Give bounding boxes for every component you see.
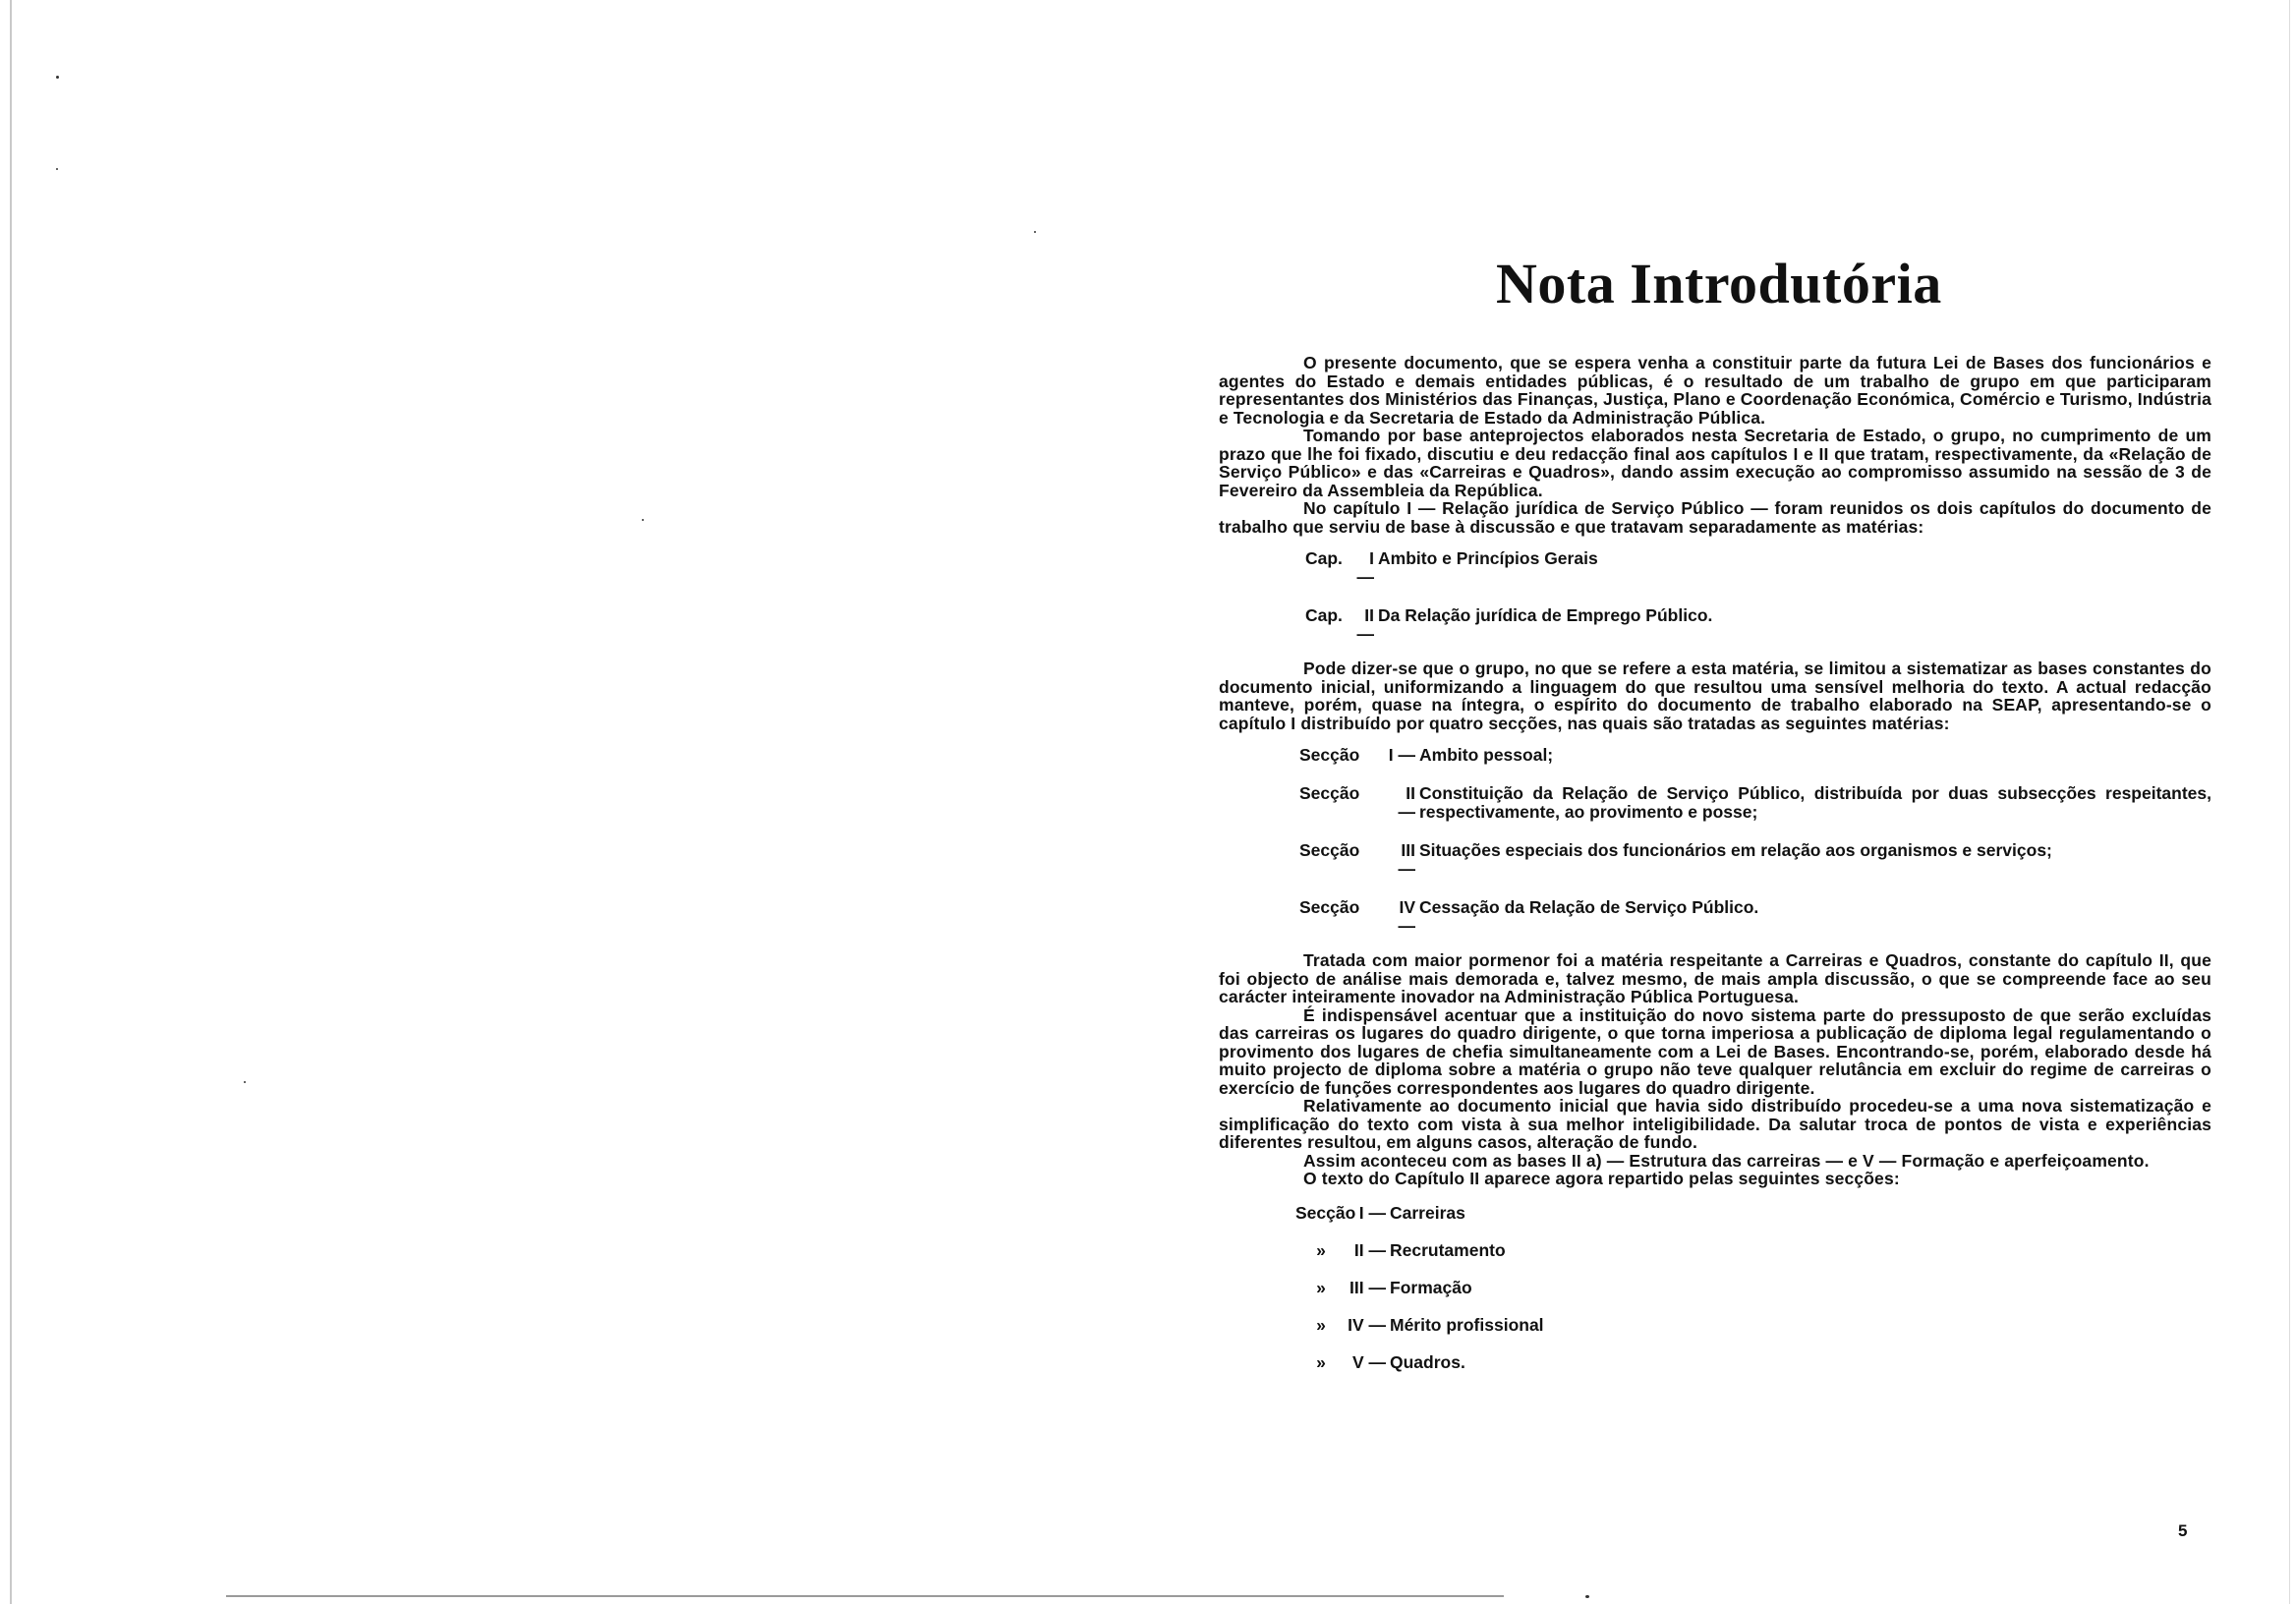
item-number: II —	[1398, 783, 1415, 822]
paragraph: No capítulo I — Relação jurídica de Serviço Público — foram reunidos os dois capítulos do documento de trabalho que serviu de base à discussão e que tratavam separadamente as matérias:	[1219, 498, 2211, 537]
scan-edge-right	[2289, 0, 2290, 1604]
item-label: Cap.	[1305, 605, 1343, 625]
list-item	[1295, 1316, 2211, 1335]
item-text: Ambito e Princípios Gerais	[1378, 548, 1598, 568]
list-item	[1295, 1204, 2211, 1223]
item-number: II —	[1353, 1239, 1386, 1260]
section-list	[1299, 746, 2211, 936]
scan-speck	[56, 76, 59, 79]
item-label: »	[1316, 1351, 1326, 1372]
paragraph: Tratada com maior pormenor foi a matéria respeitante a Carreiras e Quadros, constante do capítulo II, que foi objecto de análise mais demorada e, talvez mesmo, de mais ampla discussão, o que se compreende face ao seu carácter inteiramente inovador na Administração Pública Portuguesa.	[1219, 950, 2211, 1006]
paragraph: Assim aconteceu com as bases II a) — Estrutura das carreiras — e V — Formação e aperfeiçoamento.	[1303, 1150, 2150, 1171]
page-number: 5	[2178, 1521, 2188, 1540]
item-text: Ambito pessoal;	[1419, 745, 1554, 765]
list-item	[1295, 1353, 2211, 1372]
item-number: I —	[1356, 548, 1374, 587]
scan-speck	[56, 168, 58, 170]
item-number: III —	[1349, 1277, 1386, 1297]
list-item	[1299, 784, 2211, 822]
item-label: Secção	[1299, 783, 1360, 803]
item-label: Secção	[1299, 897, 1360, 917]
page-title: Nota Introdutória	[1496, 252, 1942, 315]
scan-edge-left	[10, 0, 12, 1604]
chapter-list	[1305, 549, 2211, 644]
paragraph: O texto do Capítulo II aparece agora repartido pelas seguintes secções:	[1303, 1169, 1900, 1188]
list-item	[1299, 898, 2211, 936]
list-item	[1299, 746, 2211, 765]
item-number: V —	[1351, 1351, 1386, 1372]
item-label: Secção	[1299, 745, 1360, 765]
item-text: Da Relação jurídica de Emprego Público.	[1378, 605, 1713, 625]
item-text: Cessação da Relação de Serviço Público.	[1419, 897, 1759, 917]
item-label: Secção	[1299, 840, 1360, 860]
bottom-rule	[226, 1595, 1504, 1597]
paragraph: Relativamente ao documento inicial que havia sido distribuído procedeu-se a uma nova sistematização e simplificação do texto com vista à sua melhor inteligibilidade. Da salutar troca de pontos de vista e experiências diferentes resultou, em alguns casos, alteração de fundo.	[1219, 1096, 2211, 1152]
item-label: Cap.	[1305, 548, 1343, 568]
scan-speck	[1585, 1595, 1589, 1598]
list-item	[1295, 1279, 2211, 1297]
item-text: Constituição da Relação de Serviço Público, distribuída por duas subsecções respeitantes, respectivamente, ao provimento e posse;	[1419, 783, 2211, 822]
list-item	[1305, 606, 2211, 644]
scan-speck	[1034, 231, 1036, 233]
paragraph: É indispensável acentuar que a instituição do novo sistema parte do pressuposto de que serão excluídas das carreiras os lugares do quadro dirigente, o que torna imperiosa a publicação de diploma legal regulamentando o provimento dos lugares de chefia simultaneamente com a Lei de Bases. Encontrando-se, porém, elaborado desde há muito projecto de diploma sobre a matéria o grupo não teve qualquer relutância em excluir do regime de carreiras o exercício de funções correspondentes aos lugares do quadro dirigente.	[1219, 1004, 2211, 1098]
paragraph: O presente documento, que se espera venha a constituir parte da futura Lei de Bases dos funcionários e agentes do Estado e demais entidades públicas, é o resultado de um trabalho de grupo em que participaram representantes dos Ministérios das Finanças, Justiça, Plano e Coordenação Económica, Comércio e Turismo, Indústria e Tecnologia e da Secretaria de Estado da Administração Pública.	[1219, 353, 2211, 428]
chapter-two-section-list	[1295, 1204, 2211, 1372]
item-label: »	[1316, 1314, 1326, 1335]
item-text: Situações especiais dos funcionários em relação aos organismos e serviços;	[1419, 840, 2052, 860]
item-number: I —	[1388, 745, 1415, 765]
item-number: III —	[1398, 840, 1415, 879]
item-number: I —	[1358, 1202, 1386, 1223]
scan-speck	[642, 519, 644, 521]
item-text: Carreiras	[1390, 1202, 1465, 1223]
paragraph: Tomando por base anteprojectos elaborados nesta Secretaria de Estado, o grupo, no cumprimento de um prazo que lhe foi fixado, discutiu e deu redacção final aos capítulos I e II que tratam, respectivamente, da «Relação de Serviço Público» e das «Carreiras e Quadros», dando assim execução ao compromisso assumido na sessão de 3 de Fevereiro da Assembleia da República.	[1219, 426, 2211, 500]
item-text: Quadros.	[1390, 1351, 1465, 1372]
list-item	[1299, 841, 2211, 879]
item-number: IV —	[1348, 1314, 1386, 1335]
item-number: IV —	[1398, 897, 1415, 936]
paragraph: Pode dizer-se que o grupo, no que se refere a esta matéria, se limitou a sistematizar as bases constantes do documento inicial, uniformizando a linguagem do que resultou uma sensível melhoria do texto. A actual redacção manteve, porém, quase na íntegra, o espírito do documento de trabalho elaborado na SEAP, apresentando-se o capítulo I distribuído por quatro secções, nas quais são tratadas as seguintes matérias:	[1219, 659, 2211, 733]
item-text: Mérito profissional	[1390, 1314, 1544, 1335]
scan-speck	[244, 1081, 246, 1083]
item-number: II —	[1356, 605, 1374, 644]
item-text: Formação	[1390, 1277, 1472, 1297]
item-label: »	[1316, 1277, 1326, 1297]
document-page	[1219, 251, 2211, 1391]
list-item	[1305, 549, 2211, 587]
item-label: Secção	[1295, 1202, 1356, 1223]
item-label: »	[1316, 1239, 1326, 1260]
list-item	[1295, 1241, 2211, 1260]
item-text: Recrutamento	[1390, 1239, 1506, 1260]
